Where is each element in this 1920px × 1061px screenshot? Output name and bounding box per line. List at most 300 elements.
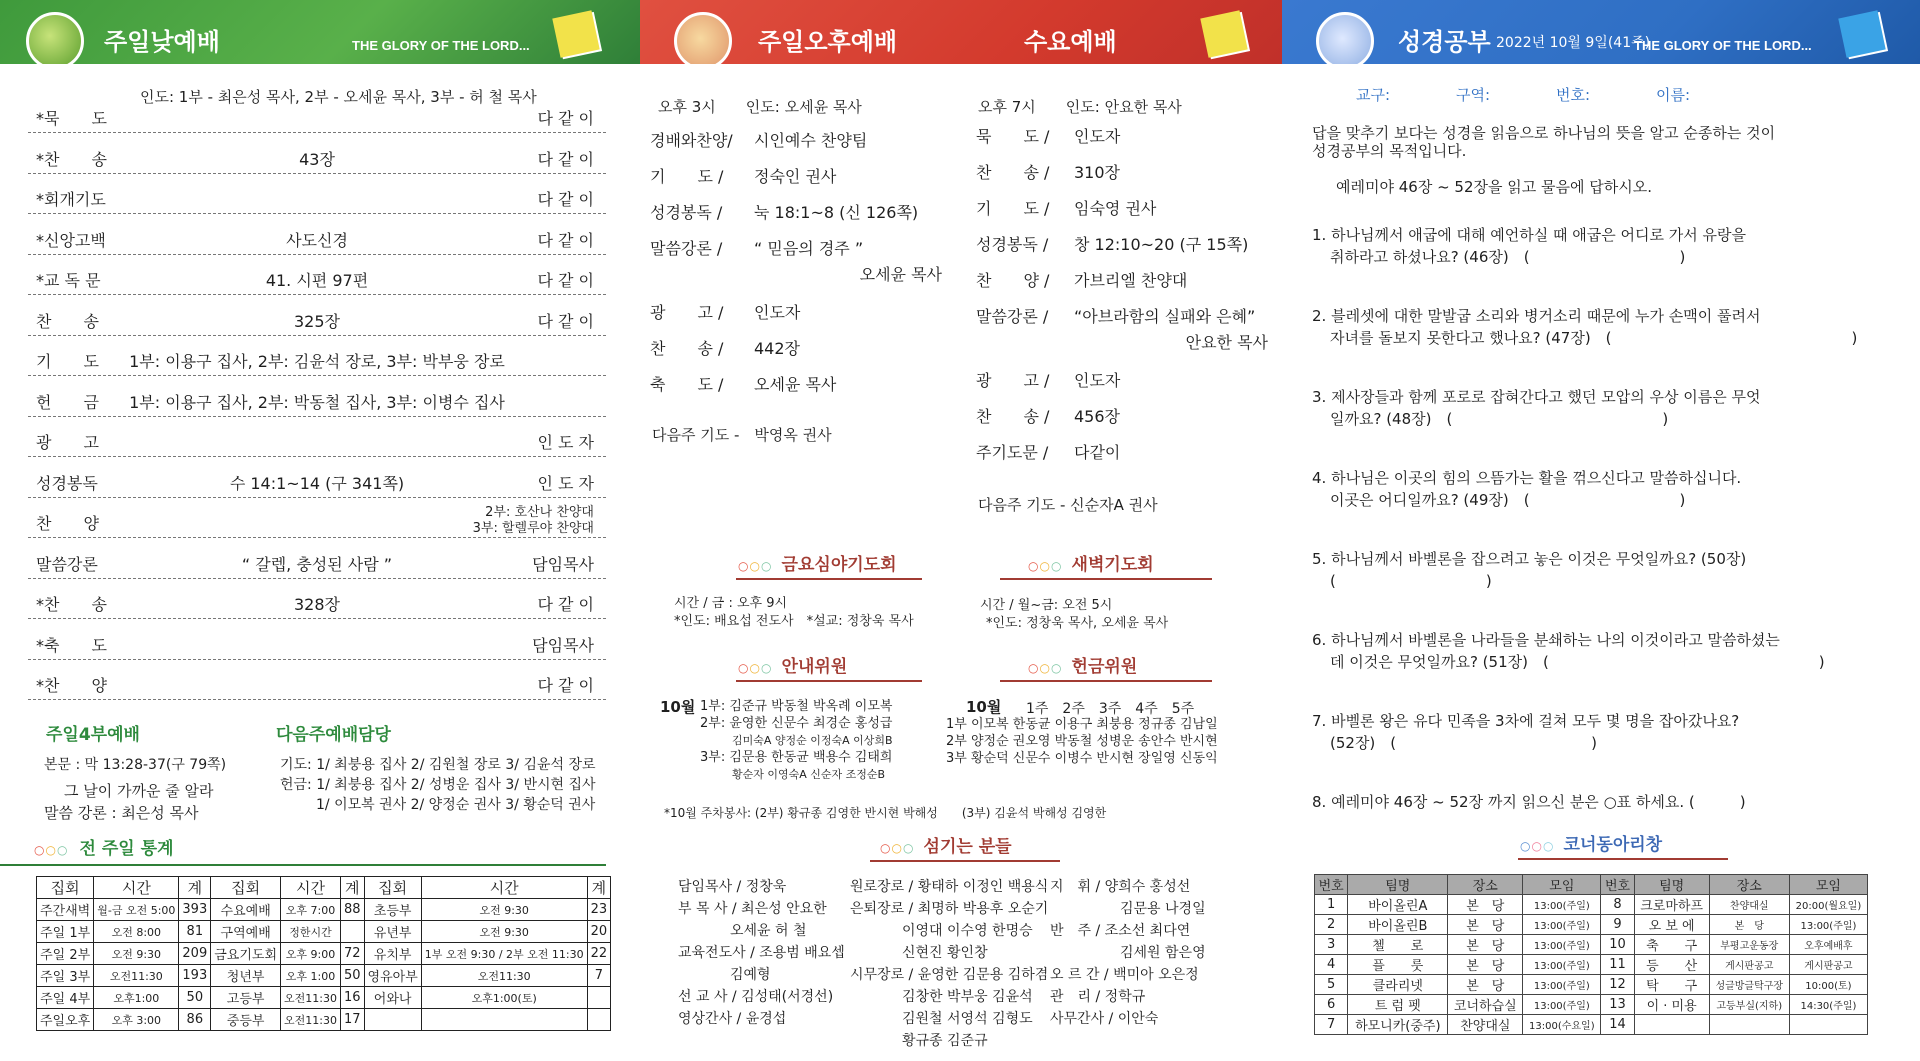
service-content: 수 14:1~14 (구 341쪽) [229,473,405,493]
club-cell: 오후예배후 [1789,935,1867,955]
service-leader: 2부: 호산나 찬양대 [485,505,594,520]
service-label: *찬 송 [36,595,107,614]
dots-icon: ○○○ [34,843,69,857]
friday-title: 금요심야기도회 [781,555,897,575]
question-answer: 데 이것은 무엇일까요? (51장) ( ) [1330,653,1825,671]
service-leader: 인 도 자 [537,433,594,452]
club-cell: 본 당 [1448,955,1523,975]
stats-cell: 193 [179,965,211,987]
minister-line: 김예형 [730,967,771,983]
banner-title-afternoon: 주일오후예배 [758,28,898,56]
service-row [28,540,606,579]
service-row [28,378,606,417]
stats-cell: 주일 1부 [37,921,94,943]
item-label: 말씀강론 / [976,307,1049,326]
service-content: 1부: 이용구 집사, 2부: 김윤석 장로, 3부: 박부웅 장로 [129,352,505,371]
stats-cell [421,1009,587,1031]
id-fields [1356,84,1756,108]
club-cell: 본 당 [1448,895,1523,915]
stats-cell: 유치부 [364,943,421,965]
stats-cell: 주일 4부 [37,987,94,1009]
club-cell: 크로마하프 [1634,895,1709,915]
stats-cell: 오후 9:00 [281,943,341,965]
wednesday-next: 다음주 기도 - 신순자A 권사 [978,496,1158,514]
bible-study-column [1306,80,1906,840]
club-cell: 플 룻 [1348,955,1448,975]
service-content: “ 갈렙, 충성된 사람 ” [241,554,393,574]
stats-cell: 수요예배 [211,899,281,921]
stats-header: 시간 [94,877,179,899]
item-value: 인도자 [1074,127,1121,146]
stats-cell: 오전11:30 [281,1009,341,1031]
service-row [28,499,606,538]
stats-title: 전 주일 통계 [79,839,174,859]
minister-line: 지 휘 / 양희수 홍성선 [1050,879,1191,895]
wednesday-header: 오후 7시 인도: 안요한 목사 [978,98,1182,116]
club-cell: 11 [1601,955,1634,975]
minister-line: 교육전도사 / 조용범 배요셉 [678,945,845,961]
club-cell: 13:00(주일) [1523,895,1601,915]
offering-line: 1부 이모복 한동균 이용구 최붕용 정규종 김남일 [946,717,1218,732]
minister-line: 담임목사 / 정창욱 [678,879,787,895]
club-cell: 14:30(주일) [1789,995,1867,1015]
next-week-offering2: 1/ 이모복 권사 2/ 양정순 권사 3/ 황순덕 권사 [316,797,596,813]
offering-line: 2부 양정순 권오영 박동철 성병운 송안수 반시현 [946,734,1218,749]
dawn-title-wrap [1000,550,1212,580]
ministers-title: 섬기는 분들 [923,837,1012,857]
stats-cell: 86 [179,1009,211,1031]
item-label: 광 고 / [650,303,724,322]
club-cell: 7 [1315,1015,1348,1035]
flower-icon [26,12,84,64]
question-answer: 취하라고 하셨나요? (46장) ( ) [1330,248,1686,266]
item-label: 찬 송 / [650,339,724,358]
item-label: 경배와찬양/ [650,131,733,150]
item-value: “ 믿음의 경주 ” [754,239,864,258]
club-cell: 3 [1315,935,1348,955]
question-answer: 이곳은 어디일까요? (49장) ( ) [1330,491,1686,509]
dawn-leader: *인도: 정창욱 목사, 오세윤 목사 [986,616,1169,631]
stats-cell: 16 [340,987,364,1009]
minister-line: 반 주 / 조소선 최다연 [1050,923,1191,939]
stats-cell: 오전11:30 [421,965,587,987]
dawn-title: 새벽기도회 [1071,555,1154,575]
service-row [28,175,606,214]
service-leader: 3부: 할렐루야 찬양대 [472,521,594,536]
ushers-list [700,698,950,783]
club-cell: 본 당 [1448,975,1523,995]
service-leader: 인 도 자 [537,473,594,493]
dawn-time: 시간 / 월~금: 오전 5시 [980,598,1113,613]
minister-line: 김문용 나경일 [1120,901,1206,917]
fourth-service-title: 주일4부예배 [46,725,140,745]
service-row [28,297,606,336]
club-cell: 성글방글탁구장 [1709,975,1789,995]
stats-row [37,899,611,921]
question-text: 8. 예레미야 46장 ~ 52장 까지 읽으신 분은 ○표 하세요. ( ) [1312,793,1746,811]
minister-line: 황규종 김준규 [902,1033,988,1049]
stats-cell: 주일 3부 [37,965,94,987]
club-cell: 13:00(주일) [1523,915,1601,935]
club-cell: 바이올린A [1348,895,1448,915]
id-field-label: 구역: [1456,86,1491,104]
fourth-service-sermon: 그 날이 가까운 줄 알라 [64,782,214,800]
stats-cell [587,1009,611,1031]
friday-title-wrap [736,550,922,580]
item-value: 시인예수 찬양팀 [754,131,868,150]
order-of-service [28,94,606,784]
item-label: 광 고 / [976,371,1050,390]
club-cell: 찬양대실 [1709,895,1789,915]
flower-icon [1316,12,1374,64]
instruction: 예레미야 46장 ~ 52장을 읽고 물음에 답하시오. [1336,178,1652,196]
service-label: *묵 도 [36,109,107,128]
service-row [28,216,606,255]
stats-cell: 어와나 [364,987,421,1009]
stats-header: 계 [340,877,364,899]
service-leader: 다 같 이 [537,271,594,290]
stats-cell: 오전 9:30 [94,943,179,965]
minister-line: 이영대 이수영 한명승 [902,923,1033,939]
minister-line: 김세원 함은영 [1120,945,1206,961]
minister-line: 영상간사 / 윤경섭 [678,1011,787,1027]
item-label: 축 도 / [650,375,724,394]
study-date: 2022년 10월 9일(41주) [1496,35,1651,51]
choir-title: 코너동아리창 [1563,835,1663,855]
choir-title-wrap [1518,830,1728,860]
wednesday-column [976,92,1276,512]
next-week-prayer: 기도: 1/ 최붕용 집사 2/ 김원철 장로 3/ 김윤석 장로 [280,757,596,773]
stats-cell [340,921,364,943]
stats-cell: 20 [587,921,611,943]
dots-icon: ○○○ [738,559,773,573]
club-cell: 6 [1315,995,1348,1015]
service-row [28,459,606,498]
stats-cell: 주일오후 [37,1009,94,1031]
next-week-offering: 헌금: 1/ 최붕용 집사 2/ 성병운 집사 3/ 반시현 집사 [280,777,596,793]
dots-icon: ○○○ [738,661,773,675]
minister-line: 은퇴장로 / 최명하 박용후 오순기 [850,901,1049,917]
usher-line: 3부: 김문용 한동균 백용수 김태희 [700,750,893,765]
item-label: 찬 송 / [976,163,1050,182]
service-leader: 담임목사 [532,554,594,574]
club-cell: 축 구 [1634,935,1709,955]
question-text: 6. 하나님께서 바벨론을 나라들을 분쇄하는 나의 이것이라고 말씀하셨는 [1312,631,1780,649]
stats-underline [0,864,606,866]
club-cell: 게시판공고 [1709,955,1789,975]
club-cell: 부평고운동장 [1709,935,1789,955]
club-cell: 8 [1601,895,1634,915]
service-leader: 담임목사 [532,635,594,655]
club-header: 모임 [1523,875,1601,895]
service-label: 광 고 [36,433,99,452]
service-label: *찬 양 [36,676,107,695]
item-value: 눅 18:1~8 (신 126쪽) [754,203,919,222]
ministers-col1 [678,876,848,1030]
stats-cell: 7 [587,965,611,987]
stats-cell: 금요기도회 [211,943,281,965]
club-header: 번호 [1315,875,1348,895]
club-cell: 1 [1315,895,1348,915]
dots-icon: ○○○ [1028,661,1063,675]
service-leader: 다 같 이 [537,676,594,695]
question-answer: 일까요? (48장) ( ) [1330,410,1669,428]
question-text: 5. 하나님께서 바벨론을 잡으려고 놓은 이것은 무엇일까요? (50장) [1312,550,1747,568]
question-answer: (52장) ( ) [1330,734,1597,752]
service-label: *축 도 [36,635,107,655]
club-row [1315,975,1868,995]
dots-icon: ○○○ [880,841,915,855]
stats-cell: 오전11:30 [281,987,341,1009]
ministers-col3 [1050,876,1240,1030]
item-value-speaker: 오세윤 목사 [859,265,942,284]
item-value: 정숙인 권사 [754,167,837,186]
item-value: 442장 [754,339,800,358]
fourth-service-text: 본문 : 막 13:28-37(구 79쪽) [44,757,227,773]
stats-cell: 고등부 [211,987,281,1009]
stats-cell: 1부 오전 9:30 / 2부 오전 11:30 [421,943,587,965]
club-cell: 트 럼 펫 [1348,995,1448,1015]
stats-cell: 오후 1:00 [281,965,341,987]
item-label: 기 도 / [976,199,1050,218]
club-row [1315,1015,1868,1035]
service-label: 찬 송 [36,311,99,331]
item-value: 다같이 [1074,443,1121,462]
banner-title: 주일낮예배 [104,28,220,56]
stats-cell: 오후1:00(토) [421,987,587,1009]
id-field-label: 교구: [1356,86,1391,104]
stats-cell: 오전11:30 [94,965,179,987]
banner-sunday-afternoon-wednesday [640,0,1282,64]
question-answer: ( ) [1330,572,1492,590]
club-cell: 게시판공고 [1789,955,1867,975]
minister-line: 김원철 서영석 김형도 [902,1011,1033,1027]
stats-header: 시간 [421,877,587,899]
ministers-col2 [850,876,1050,1052]
service-leader: 다 같 이 [537,311,594,331]
service-row [28,661,606,700]
service-leader: 다 같 이 [537,595,594,614]
stats-cell: 초등부 [364,899,421,921]
club-header: 장소 [1448,875,1523,895]
club-cell: 20:00(월요일) [1789,895,1867,915]
banner-sunday-morning [0,0,640,64]
stats-cell: 오전 9:30 [421,899,587,921]
club-cell: 탁 구 [1634,975,1709,995]
afternoon-next: 다음주 기도 - 박영옥 권사 [652,426,832,444]
note-icon [1838,10,1885,57]
service-row [28,580,606,619]
minister-line: 관 리 / 정학규 [1050,989,1146,1005]
leaders-line: 인도: 1부 - 최은성 목사, 2부 - 오세윤 목사, 3부 - 허 철 목사 [140,88,537,106]
club-cell: 코너하습실 [1448,995,1523,1015]
club-cell: 5 [1315,975,1348,995]
parking-note: *10월 주차봉사: (2부) 황규종 김영한 반시현 박해성 (3부) 김윤석 박해성 김영한 [664,806,1107,820]
club-row [1315,895,1868,915]
sunday-afternoon-column [650,92,950,452]
stats-title-wrap [34,834,244,864]
stats-cell: 오후 3:00 [94,1009,179,1031]
item-value: 창 12:10~20 (구 15쪽) [1074,235,1249,254]
usher-line: 황순자 이영숙A 신순자 조정순B [732,768,886,781]
banner-bible-study [1282,0,1920,64]
service-label: 기 도 [36,352,99,371]
banner-subtitle: THE GLORY OF THE LORD... [352,38,530,53]
service-leader: 다 같 이 [537,109,594,128]
offering-title: 헌금위원 [1071,657,1138,677]
question-answer: 자녀를 돌보지 못한다고 했나요? (47장) ( ) [1330,329,1858,347]
stats-cell: 주간새벽 [37,899,94,921]
stats-cell: 정한시간 [281,921,341,943]
stats-cell: 오전 9:30 [421,921,587,943]
item-value: 가브리엘 찬양대 [1074,271,1188,290]
question-text: 2. 블레셋에 대한 말발굽 소리와 병거소리 때문에 누가 손맥이 풀려서 [1312,307,1761,325]
stats-header-row [37,877,611,899]
stats-cell: 오후1:00 [94,987,179,1009]
usher-line: 2부: 윤영한 신문수 최경순 홍성급 [700,716,893,731]
stats-table [36,876,611,1031]
stats-row [37,943,611,965]
club-header: 팀명 [1634,875,1709,895]
usher-line: 1부: 김준규 박동철 박옥례 이모복 [700,699,893,714]
question-text: 3. 제사장들과 함께 포로로 잡혀간다고 했던 모압의 우상 이름은 무엇 [1312,388,1761,406]
club-header-row [1315,875,1868,895]
minister-line: 부 목 사 / 최은성 안요한 [678,901,827,917]
club-cell: 이 · 미용 [1634,995,1709,1015]
banner-title-wednesday: 수요예배 [1024,28,1117,56]
offering-line: 3부 황순덕 신문수 이병수 반시현 장일영 신동익 [946,751,1218,766]
club-cell: 10:00(토) [1789,975,1867,995]
flower-icon [674,12,732,64]
stats-cell: 72 [340,943,364,965]
friday-time: 시간 / 금 : 오후 9시 [674,596,788,611]
club-cell: 9 [1601,915,1634,935]
club-cell: 13:00(주일) [1523,955,1601,975]
club-table [1314,874,1868,1035]
note-icon [552,10,599,57]
stats-cell: 22 [587,943,611,965]
item-label: 성경봉독 / [976,235,1049,254]
minister-line: 김창한 박부웅 김윤석 [902,989,1033,1005]
stats-cell [364,1009,421,1031]
service-row [28,94,606,133]
stats-header: 집회 [364,877,421,899]
question-text: 4. 하나님은 이곳의 힘의 으뜸가는 활을 꺾으신다고 말씀하십니다. [1312,469,1742,487]
item-value: 인도자 [1074,371,1121,390]
club-cell: 13 [1601,995,1634,1015]
club-cell: 등 산 [1634,955,1709,975]
item-label: 성경봉독 / [650,203,723,222]
item-value: 인도자 [754,303,801,322]
item-value: “아브라함의 실패와 은혜” [1074,307,1256,326]
stats-cell: 50 [179,987,211,1009]
stats-cell: 23 [587,899,611,921]
service-row [28,337,606,376]
service-label: *찬 송 [36,149,107,169]
stats-header: 집회 [37,877,94,899]
ushers-month: 10월 [660,698,696,716]
club-cell: 본 당 [1448,935,1523,955]
item-value: 456장 [1074,407,1120,426]
stats-cell: 88 [340,899,364,921]
dots-icon: ○○○ [1028,559,1063,573]
sunday-morning-column [28,84,606,844]
note-icon [1200,10,1247,57]
club-cell: 2 [1315,915,1348,935]
minister-line: 시무장로 / 윤영한 김문용 김하겸 [850,967,1049,983]
club-cell: 본 당 [1709,915,1789,935]
minister-line: 신현진 황인창 [902,945,988,961]
item-label: 말씀강론 / [650,239,723,258]
stats-cell: 50 [340,965,364,987]
usher-line: 김미숙A 양정순 이정숙A 이상희B [732,734,893,747]
club-cell: 본 당 [1448,915,1523,935]
club-cell: 첼 로 [1348,935,1448,955]
minister-line: 선 교 사 / 김성태(서경선) [678,989,834,1005]
stats-cell: 오후 7:00 [281,899,341,921]
service-label: *교 독 문 [36,271,101,290]
wednesday-items [976,124,1276,474]
service-row [28,135,606,174]
stats-row [37,987,611,1009]
club-cell: 10 [1601,935,1634,955]
offering-list [946,716,1256,767]
club-cell: 고등부실(지하) [1709,995,1789,1015]
service-label: *회개기도 [36,190,106,209]
stats-cell: 17 [340,1009,364,1031]
stats-cell: 유년부 [364,921,421,943]
item-value-speaker: 안요한 목사 [1185,333,1268,352]
id-field-label: 번호: [1556,86,1591,104]
fourth-service-speaker: 말씀 강론 : 최은성 목사 [44,804,199,822]
service-leader: 다 같 이 [537,149,594,169]
service-row [28,621,606,660]
intro-line2: 성경공부의 목적입니다. [1312,142,1467,160]
club-cell: 바이올린B [1348,915,1448,935]
club-header: 장소 [1709,875,1789,895]
stats-cell: 209 [179,943,211,965]
service-content: 1부: 이용구 집사, 2부: 박동철 집사, 3부: 이병수 집사 [129,392,505,412]
service-label: *신앙고백 [36,230,106,250]
stats-row [37,921,611,943]
question-text: 1. 하나님께서 애굽에 대해 예언하실 때 애굽은 어디로 가서 유랑을 [1312,226,1746,244]
stats-row [37,965,611,987]
item-value: 310장 [1074,163,1120,182]
dots-icon: ○○○ [1520,839,1555,853]
service-row [28,418,606,457]
club-cell: 13:00(주일) [1789,915,1867,935]
item-label: 찬 송 / [976,407,1050,426]
afternoon-header: 오후 3시 인도: 오세윤 목사 [658,98,862,116]
club-cell: 13:00(주일) [1523,975,1601,995]
service-content: 사도신경 [286,230,348,250]
club-row [1315,915,1868,935]
service-label: 말씀강론 [36,554,98,574]
club-cell: 13:00(주일) [1523,935,1601,955]
item-label: 주기도문 / [976,443,1049,462]
friday-leader: *인도: 배요섭 전도사 *설교: 정창욱 목사 [674,614,914,629]
minister-line: 오세윤 허 철 [730,923,807,939]
stats-header: 계 [587,877,611,899]
club-header: 모임 [1789,875,1867,895]
service-content: 328장 [294,595,340,614]
stats-cell: 중등부 [211,1009,281,1031]
stats-cell: 주일 2부 [37,943,94,965]
minister-line: 사무간사 / 이안숙 [1050,1011,1159,1027]
club-cell [1709,1015,1789,1035]
club-row [1315,935,1868,955]
minister-line: 원로장로 / 황태하 이정인 백용식 [850,879,1049,895]
